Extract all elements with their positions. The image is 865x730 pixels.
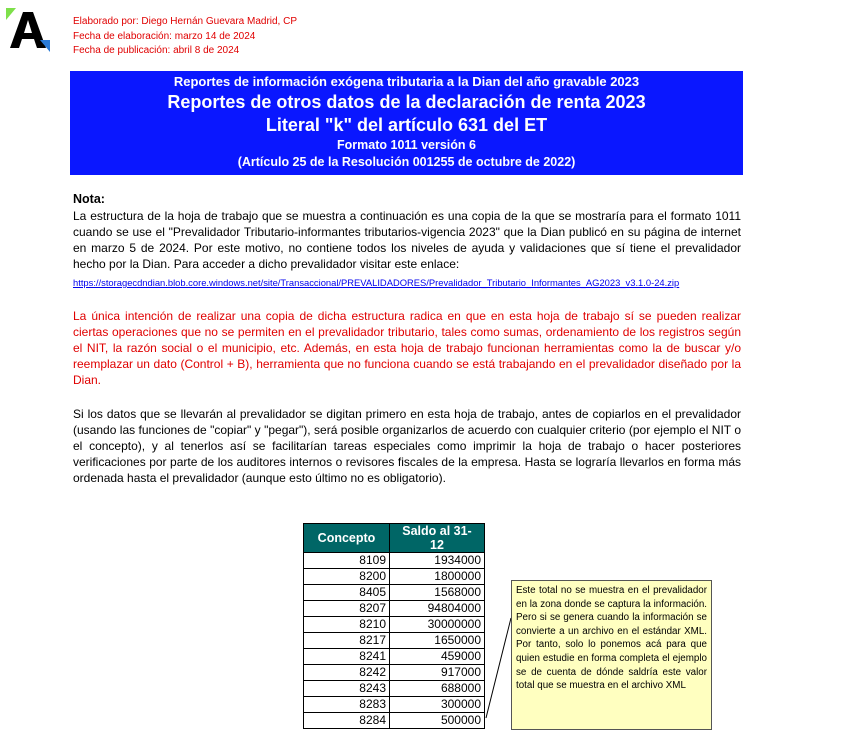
- author-line: Elaborado por: Diego Hernán Guevara Madrid, CP: [73, 16, 298, 27]
- cell-saldo[interactable]: 30000000: [390, 617, 485, 633]
- banner-format: Formato 1011 versión 6: [337, 138, 476, 152]
- table-row: [304, 665, 485, 681]
- table-row: [304, 633, 485, 649]
- prevalidador-link[interactable]: https://storagecdndian.blob.core.windows.net/site/Transaccional/PREVALIDADORES/Prevalidador_Tributario_Informantes_AG2023_v3.1.0-24.zip: [73, 277, 680, 288]
- cell-concepto[interactable]: 8207: [304, 601, 390, 617]
- cell-concepto[interactable]: 8242: [304, 665, 390, 681]
- banner-subtitle: Reportes de información exógena tributaria a la Dian del año gravable 2023: [173, 74, 640, 89]
- table-row: [304, 649, 485, 665]
- note-title: Nota:: [73, 192, 105, 206]
- cell-saldo[interactable]: 459000: [390, 649, 485, 665]
- cell-concepto[interactable]: 8284: [304, 713, 390, 729]
- concept-table: [303, 523, 485, 729]
- table-header-row: [304, 524, 485, 553]
- banner-resolution: (Artículo 25 de la Resolución 001255 de octubre de 2022): [237, 155, 576, 169]
- table-row: [304, 553, 485, 569]
- banner-title: Reportes de otros datos de la declaración de renta 2023: [167, 92, 646, 112]
- cell-concepto[interactable]: 8283: [304, 697, 390, 713]
- creation-date: Fecha de elaboración: marzo 14 de 2024: [73, 30, 256, 42]
- table-row: [304, 713, 485, 729]
- cell-concepto[interactable]: 8200: [304, 569, 390, 585]
- table-row: [304, 585, 485, 601]
- cell-saldo[interactable]: 1650000: [390, 633, 485, 649]
- publication-date: Fecha de publicación: abril 8 de 2024: [73, 45, 240, 56]
- cell-saldo[interactable]: 94804000: [390, 601, 485, 617]
- table-row: [304, 601, 485, 617]
- header-saldo[interactable]: Saldo al 31-12: [390, 524, 485, 553]
- cell-saldo[interactable]: 300000: [390, 697, 485, 713]
- title-banner: [70, 71, 743, 175]
- cell-concepto[interactable]: 8210: [304, 617, 390, 633]
- note-paragraph-1: La estructura de la hoja de trabajo que se muestra a continuación es una copia de la que se mostraría para el formato 1011 cuando se use el "Prevalidador Tributario-informantes tributarios-vigencia 2023" que la Dian publicó en su página de internet en marzo 5 de 2024. Por este motivo, no contiene todos los niveles de ayuda y validaciones que sí tiene el prevalidador hecho por la Dian. Para acceder a dicho prevalidador visitar este enlace:: [73, 209, 741, 271]
- cell-saldo[interactable]: 688000: [390, 681, 485, 697]
- table-row: [304, 681, 485, 697]
- cell-concepto[interactable]: 8405: [304, 585, 390, 601]
- table-row: [304, 697, 485, 713]
- table-row: [304, 569, 485, 585]
- note-paragraph-3: Si los datos que se llevarán al prevalidador se digitan primero en esta hoja de trabajo, antes de copiarlos en el prevalidador (usando las funciones de "copiar" y "pegar"), será posible organizarlos de acuerdo con cualquier criterio (por ejemplo el NIT o el concepto), y al tenerlos así se facilitarían tareas especiales como imprimir la hoja de trabajo o hacer posteriores verificaciones por parte de los auditores internos o revisores fiscales de la empresa. Hasta se lograría llevarlos en forma más ordenada hasta el prevalidador (aunque esto último no es obligatorio).: [73, 407, 741, 485]
- cell-concepto[interactable]: 8217: [304, 633, 390, 649]
- cell-saldo[interactable]: 917000: [390, 665, 485, 681]
- cell-saldo[interactable]: 1800000: [390, 569, 485, 585]
- cell-concepto[interactable]: 8241: [304, 649, 390, 665]
- cell-saldo[interactable]: 500000: [390, 713, 485, 729]
- cell-saldo[interactable]: 1568000: [390, 585, 485, 601]
- note-paragraph-2: La única intención de realizar una copia de dicha estructura radica en que en esta hoja de trabajo sí se pueden realizar ciertas operaciones que no se permiten en el prevalidador tributario, tales como sumas, ordenamiento de los registros según el NIT, la razón social o el municipio, etc. Además, en esta hoja de trabajo funcionan herramientas como la de buscar y/o reemplazar un dato (Control + B), herramienta que no funciona cuando se está trabajando en el prevalidador diseñado por la Dian.: [73, 309, 741, 387]
- header-concepto[interactable]: Concepto: [304, 524, 390, 553]
- banner-literal: Literal "k" del artículo 631 del ET: [265, 115, 548, 135]
- document-meta: [73, 15, 297, 59]
- cell-comment[interactable]: Este total no se muestra en el prevalidador en la zona donde se captura la información. Pero si se genera cuando la información se convierte a un archivo en el estándar XML. Por tanto, solo lo ponemos acá para que quien estudie en forma completa el ejemplo se de cuenta de dónde saldría este valor total que se muestra en el archivo XML: [511, 580, 712, 730]
- cell-concepto[interactable]: 8243: [304, 681, 390, 697]
- table-row: [304, 617, 485, 633]
- cell-saldo[interactable]: 1934000: [390, 553, 485, 569]
- cell-concepto[interactable]: 8109: [304, 553, 390, 569]
- logo-icon: [6, 8, 50, 52]
